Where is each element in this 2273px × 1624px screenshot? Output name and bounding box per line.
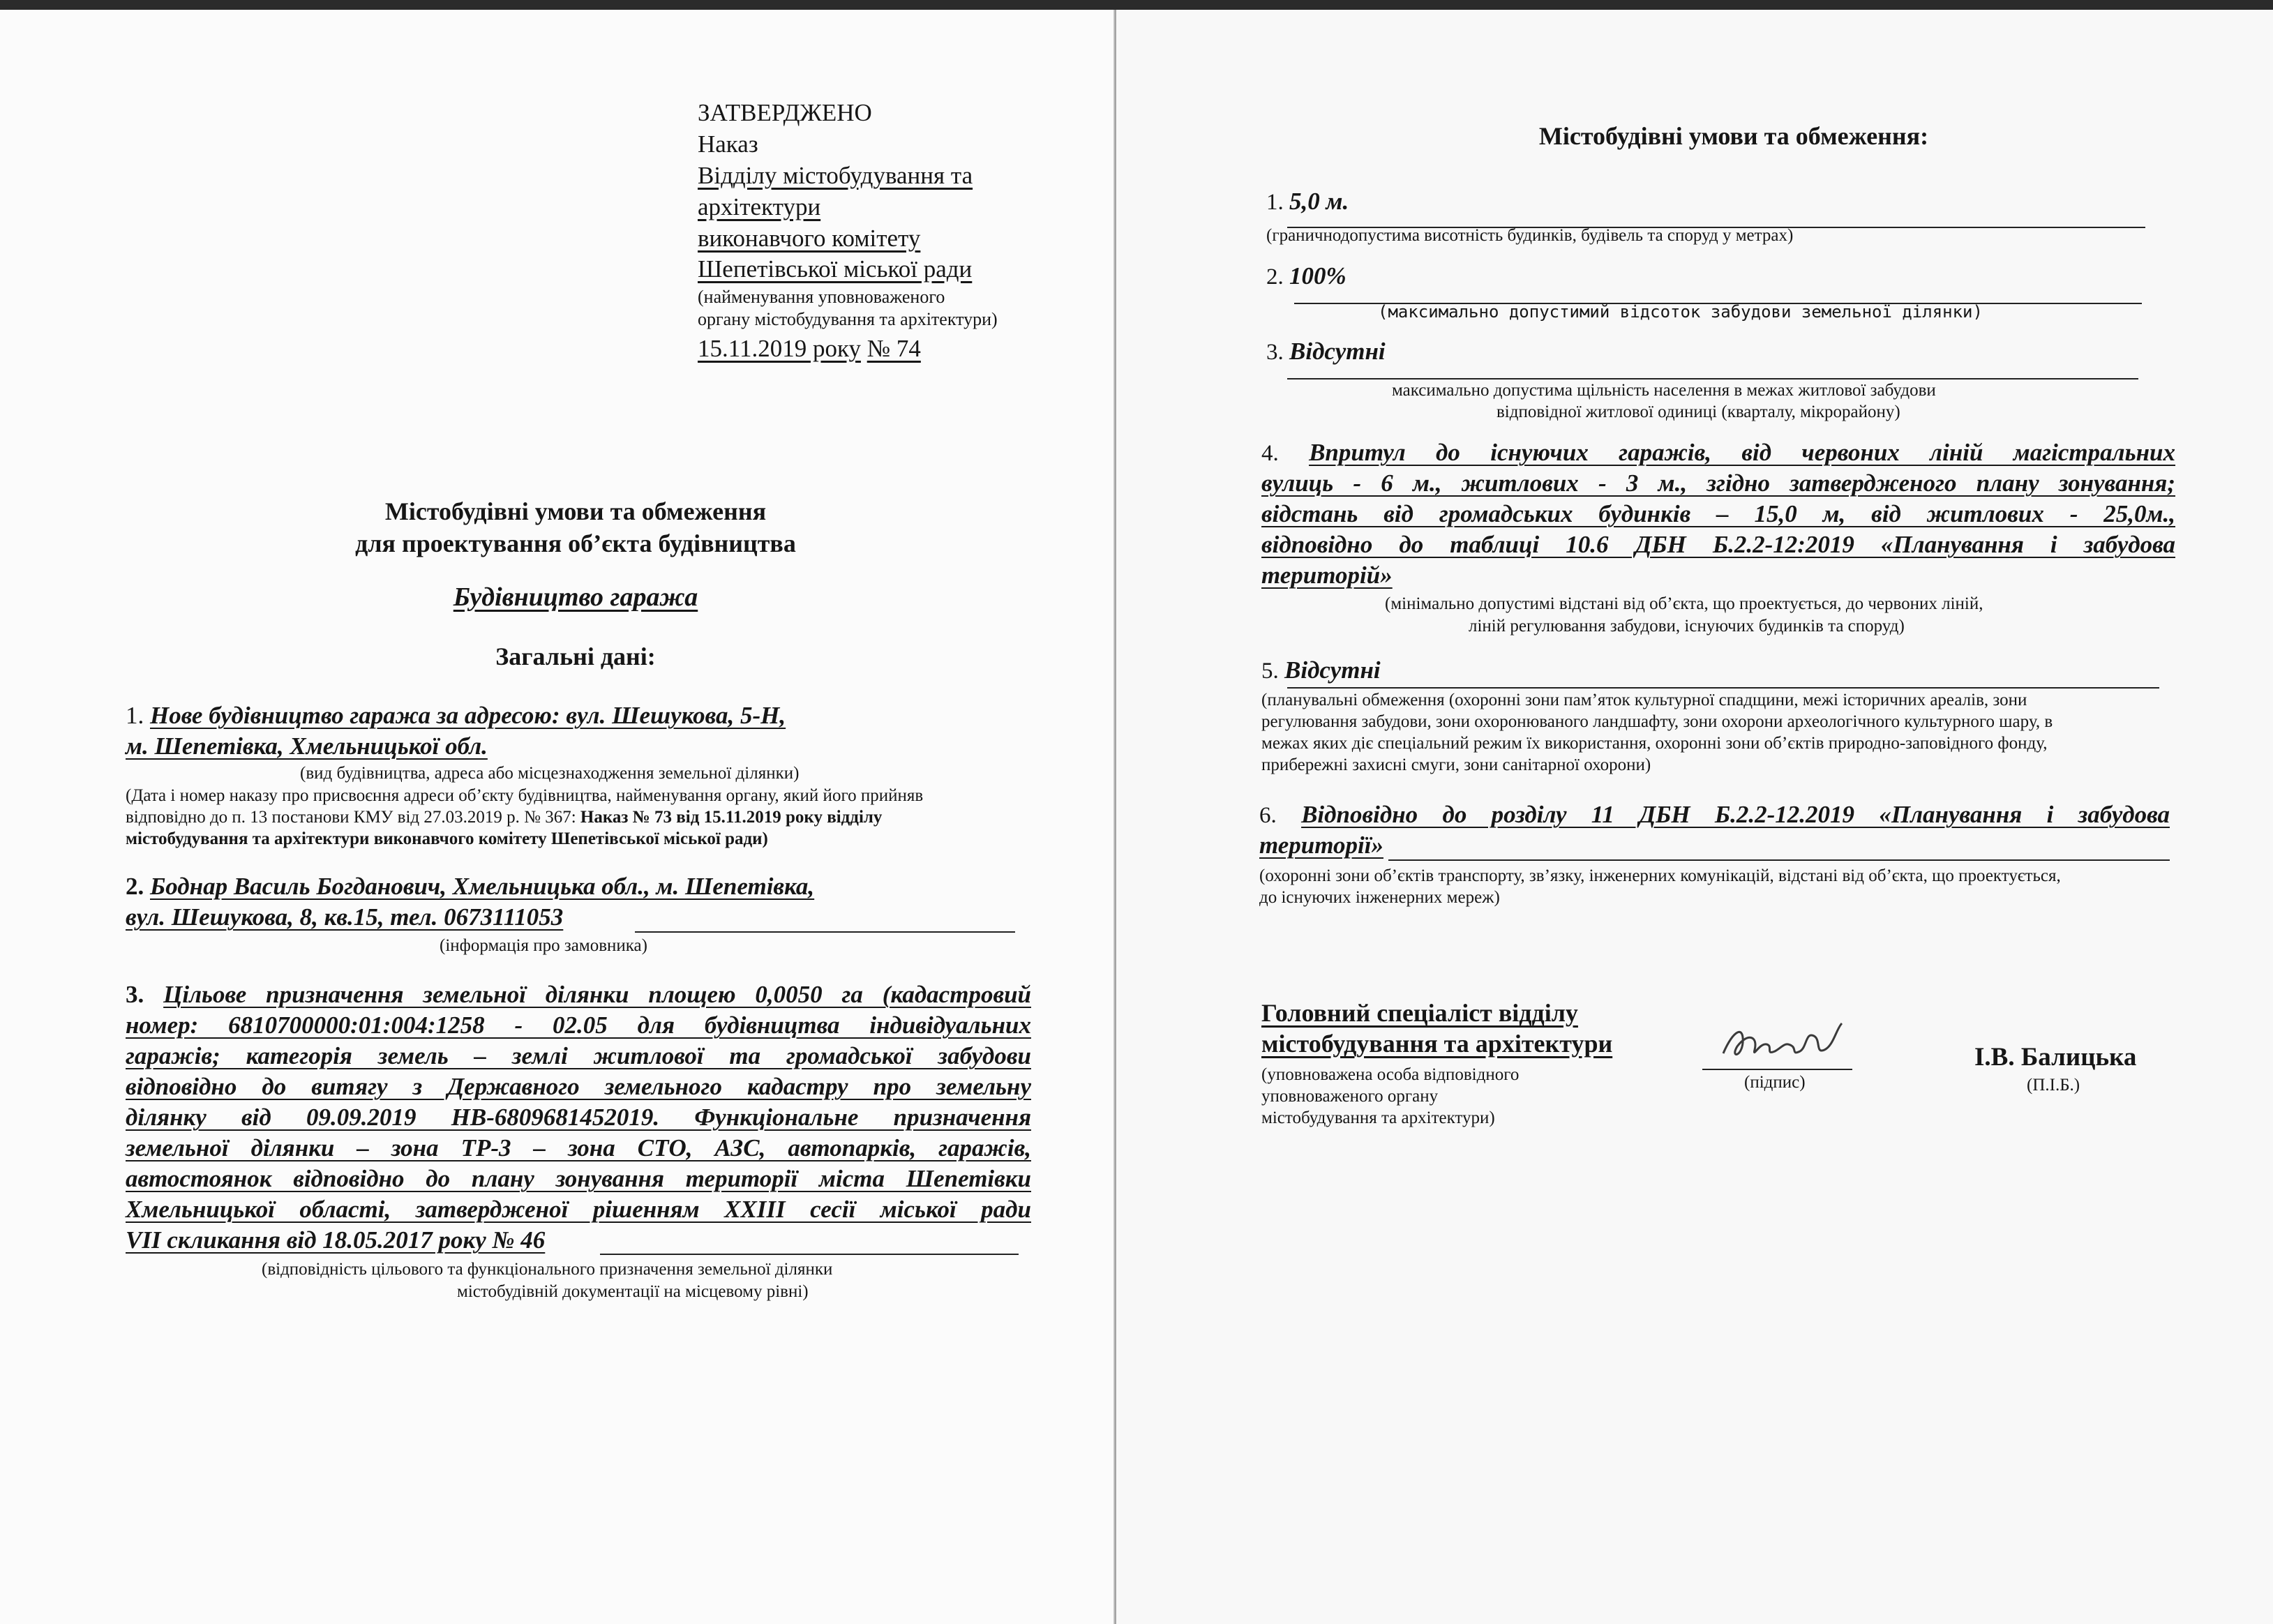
document-title: Містобудівні умови та обмеження	[384, 497, 767, 525]
signature-caption: (підпис)	[1744, 1073, 1806, 1092]
condition-number: 2. 100%	[1266, 262, 1346, 290]
approval-body-line: Шепетівської міської ради	[698, 255, 973, 283]
item3-line: земельної ділянки – зона ТР-3 – зона СТО, АЗС, автопарків, гаражів,	[126, 1134, 1031, 1161]
item1-caption: містобудування та архітектури виконавчого комітету Шепетівської міської ради)	[126, 829, 768, 848]
fill-rule	[1388, 859, 2170, 861]
condition-4-line: відповідно до таблиці 10.6 ДБН Б.2.2-12:2019 «Планування і забудова	[1261, 531, 2175, 558]
condition-1-caption: (граничнодопустима висотність будинків, будівель та споруд у метрах)	[1266, 226, 1794, 245]
signer-position: Головний спеціаліст відділу	[1261, 999, 1578, 1027]
item3-line: відповідно до витягу з Державного земельного кадастру про земельну	[126, 1073, 1031, 1100]
item3-line: Хмельницької області, затвердженої рішенням ХХІІІ сесії міської ради	[126, 1196, 1031, 1223]
approval-number: № 74	[867, 335, 921, 362]
condition-6-caption: до існуючих інженерних мереж)	[1259, 888, 1500, 907]
document-subtitle: для проектування об’єкта будівництва	[355, 529, 796, 557]
item3-line: гаражів; категорія земель – землі житлової та громадської забудови	[126, 1042, 1031, 1069]
condition-number: 6.	[1259, 803, 1277, 828]
item1-value: Нове будівництво гаража за адресою: вул. Шешукова, 5-Н,	[150, 702, 786, 729]
condition-5-caption: межах яких діє спеціальний режим їх використання, охоронні зони об’єктів природно-заповідного фонду,	[1261, 734, 2048, 753]
signature-line	[1702, 1069, 1852, 1070]
item3-caption: (відповідність цільового та функціонального призначення земельної ділянки	[262, 1260, 833, 1279]
item3-line: ділянку від 09.09.2019 НВ-6809681452019. Функціональне призначення	[126, 1104, 1031, 1131]
condition-5-caption: прибережні захисні смуги, зони санітарної охорони)	[1261, 755, 1651, 774]
approval-date-number	[698, 333, 921, 364]
condition-3-caption: максимально допустима щільність населення в межах житлової забудови	[1392, 381, 1936, 400]
item-number: 3.	[126, 981, 144, 1008]
signer-position: містобудування та архітектури	[1261, 1030, 1613, 1058]
fill-rule	[1287, 687, 2159, 689]
approval-body-line: виконавчого комітету	[698, 225, 921, 252]
general-data-heading: Загальні дані:	[495, 642, 656, 670]
condition-6-line2: території»	[1259, 832, 1383, 859]
signer-name: І.В. Балицька	[1974, 1043, 2137, 1072]
condition-5-value: Відсутні	[1284, 656, 1381, 684]
approval-order-word: Наказ	[698, 130, 758, 158]
condition-4-caption: (мінімально допустимі відстані від об’єкта, що проектується, до червоних ліній,	[1385, 594, 1983, 613]
item3-line1: 3. Цільове призначення земельної ділянки площею 0,0050 га (кадастровий	[126, 981, 1032, 1008]
condition-2-value: 100%	[1289, 262, 1346, 290]
item1-line2: м. Шепетівка, Хмельницької обл.	[126, 732, 488, 760]
fill-rule	[635, 931, 1015, 933]
condition-4-line: вулиць - 6 м., житлових - 3 м., згідно затвердженого плану зонування;	[1261, 469, 2175, 497]
condition-4-last-line: територій»	[1261, 562, 1393, 589]
condition-6-caption: (охоронні зони об’єктів транспорту, зв’язку, інженерних комунікацій, відстані від об’єкта, що проектується,	[1259, 866, 2061, 885]
approval-body-line: Відділу містобудування та	[698, 162, 973, 189]
fill-rule	[600, 1254, 1019, 1255]
item1-line1	[126, 701, 786, 730]
signer-name-caption: (П.І.Б.)	[2027, 1076, 2080, 1095]
conditions-heading: Містобудівні умови та обмеження:	[1538, 122, 1929, 150]
condition-1-value: 5,0 м.	[1289, 188, 1349, 215]
item2-line2: вул. Шешукова, 8, кв.15, тел. 0673111053	[126, 903, 564, 931]
item2-caption: (інформація про замовника)	[440, 936, 647, 955]
condition-4-line1: 4. Впритул до існуючих гаражів, від червоних ліній магістральних	[1261, 439, 2176, 466]
condition-6-line1: 6. Відповідно до розділу 11 ДБН Б.2.2-12.2019 «Планування і забудова	[1259, 801, 2170, 828]
approval-caption: органу містобудування та архітектури)	[698, 309, 998, 329]
condition-3-caption: відповідної житлової одиниці (кварталу, мікрорайону)	[1496, 403, 1900, 421]
approval-heading: ЗАТВЕРДЖЕНО	[698, 99, 872, 126]
item3-caption: містобудівній документації на місцевому рівні)	[457, 1282, 809, 1301]
condition-2-caption: (максимально допустимий відсоток забудови земельної ділянки)	[1378, 302, 1983, 322]
item1-caption: (Дата і номер наказу про присвоєння адреси об’єкту будівництва, найменування органу, який його прийняв	[126, 786, 924, 805]
item3-line: автостоянок відповідно до плану зонування території міста Шепетівки	[126, 1165, 1031, 1192]
condition-4-line: відстань від громадських будинків – 15,0 м, від житлових - 25,0м.,	[1261, 500, 2175, 527]
condition-4-caption: ліній регулювання забудови, існуючих будинків та споруд)	[1469, 617, 1905, 636]
item3-line: номер: 6810700000:01:004:1258 - 02.05 для будівництва індивідуальних	[126, 1012, 1031, 1039]
item2-value: Боднар Василь Богданович, Хмельницька обл., м. Шепетівка,	[150, 873, 815, 900]
item1-caption: (вид будівництва, адреса або місцезнаходження земельної ділянки)	[300, 764, 800, 783]
object-name: Будівництво гаража	[453, 582, 698, 612]
condition-3-value: Відсутні	[1289, 338, 1386, 365]
condition-number: 3. Відсутні	[1266, 338, 1386, 365]
signer-caption: містобудування та архітектури)	[1261, 1108, 1495, 1127]
approval-body-line: архітектури	[698, 193, 821, 220]
condition-number: 5. Відсутні	[1261, 656, 1381, 684]
condition-number: 4.	[1261, 441, 1279, 466]
item-number: 2.	[126, 873, 144, 900]
item1-caption: відповідно до п. 13 постанови КМУ від 27.03.2019 р. № 367: Наказ № 73 від 15.11.2019 року відділу	[126, 808, 883, 827]
scan-top-edge	[0, 0, 2273, 10]
item-number: 1.	[126, 702, 144, 729]
condition-5-caption: регулювання забудови, зони охоронюваного ландшафту, зони охорони археологічного культурного шару, в	[1261, 712, 2053, 731]
condition-5-caption: (планувальні обмеження (охоронні зони пам’яток культурної спадщини, межі історичних ареалів, зони	[1261, 691, 2027, 709]
signer-caption: уповноваженого органу	[1261, 1087, 1439, 1106]
approval-date: 15.11.2019 року	[698, 335, 861, 362]
approval-caption: (найменування уповноваженого	[698, 287, 945, 307]
item3-last-line: VII скликання від 18.05.2017 року № 46	[126, 1226, 546, 1254]
handwritten-signature-icon	[1716, 1015, 1863, 1071]
signer-caption: (уповноважена особа відповідного	[1261, 1065, 1520, 1084]
condition-number: 1. 5,0 м.	[1266, 188, 1349, 215]
item2-line1	[126, 872, 814, 901]
